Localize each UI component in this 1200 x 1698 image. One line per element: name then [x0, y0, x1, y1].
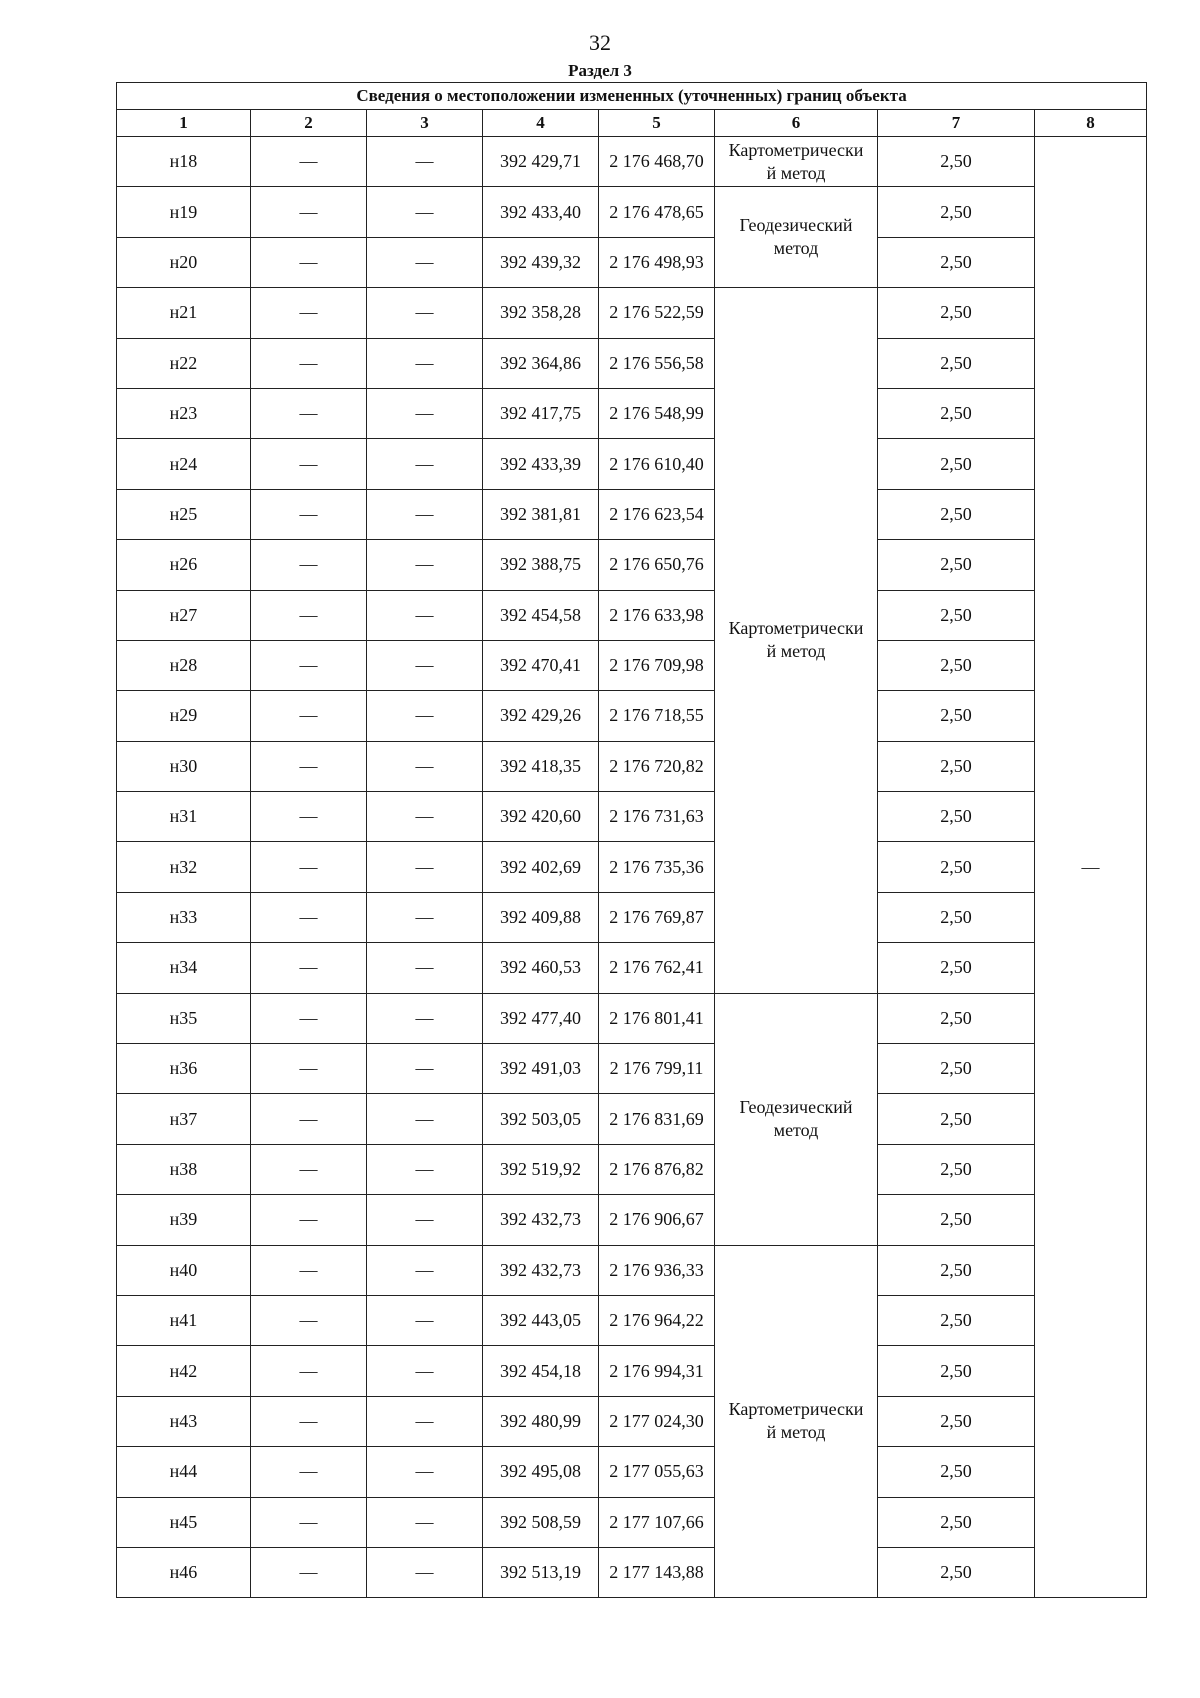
- point-name-cell: н40: [117, 1245, 251, 1295]
- column-3-cell: —: [367, 1497, 483, 1547]
- point-name-cell: н23: [117, 388, 251, 438]
- column-3-cell: —: [367, 1044, 483, 1094]
- y-coordinate-cell: 2 176 623,54: [599, 489, 715, 539]
- y-coordinate-cell: 2 176 709,98: [599, 640, 715, 690]
- point-name-cell: н28: [117, 640, 251, 690]
- point-name-cell: н35: [117, 993, 251, 1043]
- column-3-cell: —: [367, 1295, 483, 1345]
- column-2-cell: —: [251, 892, 367, 942]
- column-2-cell: —: [251, 993, 367, 1043]
- table-row: [117, 1094, 1147, 1144]
- point-name-cell: н25: [117, 489, 251, 539]
- column-2-cell: —: [251, 640, 367, 690]
- method-cell: [715, 288, 878, 993]
- y-coordinate-cell: 2 176 718,55: [599, 691, 715, 741]
- precision-cell: 2,50: [878, 439, 1035, 489]
- y-coordinate-cell: 2 176 720,82: [599, 741, 715, 791]
- column-2-cell: —: [251, 237, 367, 287]
- precision-cell: 2,50: [878, 1245, 1035, 1295]
- column-2-cell: —: [251, 1144, 367, 1194]
- column-3-cell: —: [367, 993, 483, 1043]
- column-3-cell: —: [367, 943, 483, 993]
- point-name-cell: н46: [117, 1547, 251, 1597]
- y-coordinate-cell: 2 176 936,33: [599, 1245, 715, 1295]
- column-2-cell: —: [251, 187, 367, 237]
- table-row: [117, 540, 1147, 590]
- column-number-4: 4: [483, 110, 599, 137]
- precision-cell: 2,50: [878, 640, 1035, 690]
- column-3-cell: —: [367, 288, 483, 338]
- x-coordinate-cell: 392 432,73: [483, 1245, 599, 1295]
- x-coordinate-cell: 392 433,40: [483, 187, 599, 237]
- y-coordinate-cell: 2 176 964,22: [599, 1295, 715, 1345]
- precision-cell: 2,50: [878, 1094, 1035, 1144]
- y-coordinate-cell: 2 176 468,70: [599, 137, 715, 187]
- point-name-cell: н37: [117, 1094, 251, 1144]
- precision-cell: 2,50: [878, 489, 1035, 539]
- method-label-line-1: Картометрически: [728, 618, 864, 639]
- x-coordinate-cell: 392 443,05: [483, 1295, 599, 1345]
- point-name-cell: н29: [117, 691, 251, 741]
- precision-cell: 2,50: [878, 993, 1035, 1043]
- column-2-cell: —: [251, 388, 367, 438]
- column-2-cell: —: [251, 540, 367, 590]
- column-3-cell: —: [367, 1396, 483, 1446]
- column-2-cell: —: [251, 590, 367, 640]
- y-coordinate-cell: 2 176 799,11: [599, 1044, 715, 1094]
- x-coordinate-cell: 392 460,53: [483, 943, 599, 993]
- x-coordinate-cell: 392 381,81: [483, 489, 599, 539]
- y-coordinate-cell: 2 176 478,65: [599, 187, 715, 237]
- y-coordinate-cell: 2 176 801,41: [599, 993, 715, 1043]
- precision-cell: 2,50: [878, 842, 1035, 892]
- table-caption: Сведения о местоположении измененных (уточненных) границ объекта: [117, 83, 1147, 110]
- precision-cell: 2,50: [878, 187, 1035, 237]
- method-label-line-2: й метод: [766, 1422, 826, 1443]
- precision-cell: 2,50: [878, 1044, 1035, 1094]
- table-row: [117, 792, 1147, 842]
- x-coordinate-cell: 392 402,69: [483, 842, 599, 892]
- x-coordinate-cell: 392 454,58: [483, 590, 599, 640]
- table-row: [117, 338, 1147, 388]
- point-name-cell: н26: [117, 540, 251, 590]
- y-coordinate-cell: 2 176 548,99: [599, 388, 715, 438]
- column-8-cell: —: [1035, 137, 1147, 1598]
- x-coordinate-cell: 392 429,26: [483, 691, 599, 741]
- y-coordinate-cell: 2 176 876,82: [599, 1144, 715, 1194]
- column-2-cell: —: [251, 691, 367, 741]
- column-2-cell: —: [251, 1245, 367, 1295]
- precision-cell: 2,50: [878, 590, 1035, 640]
- table-row: [117, 288, 1147, 338]
- x-coordinate-cell: 392 388,75: [483, 540, 599, 590]
- x-coordinate-cell: 392 364,86: [483, 338, 599, 388]
- column-3-cell: —: [367, 439, 483, 489]
- column-3-cell: —: [367, 1144, 483, 1194]
- column-3-cell: —: [367, 741, 483, 791]
- column-number-2: 2: [251, 110, 367, 137]
- column-2-cell: —: [251, 1044, 367, 1094]
- point-name-cell: н27: [117, 590, 251, 640]
- boundary-coordinates-table: [116, 82, 1147, 1598]
- y-coordinate-cell: 2 176 831,69: [599, 1094, 715, 1144]
- precision-cell: 2,50: [878, 741, 1035, 791]
- column-3-cell: —: [367, 1447, 483, 1497]
- x-coordinate-cell: 392 429,71: [483, 137, 599, 187]
- point-name-cell: н19: [117, 187, 251, 237]
- column-2-cell: —: [251, 792, 367, 842]
- section-title: Раздел 3: [568, 61, 632, 80]
- point-name-cell: н36: [117, 1044, 251, 1094]
- method-label-line-2: метод: [773, 1120, 819, 1141]
- precision-cell: 2,50: [878, 338, 1035, 388]
- x-coordinate-cell: 392 418,35: [483, 741, 599, 791]
- y-coordinate-cell: 2 176 650,76: [599, 540, 715, 590]
- x-coordinate-cell: 392 433,39: [483, 439, 599, 489]
- column-3-cell: —: [367, 892, 483, 942]
- column-3-cell: —: [367, 540, 483, 590]
- column-3-cell: —: [367, 338, 483, 388]
- table-row: [117, 993, 1147, 1043]
- column-2-cell: —: [251, 842, 367, 892]
- x-coordinate-cell: 392 417,75: [483, 388, 599, 438]
- column-3-cell: —: [367, 1195, 483, 1245]
- table-row: [117, 892, 1147, 942]
- method-label-line-2: й метод: [766, 162, 826, 183]
- column-2-cell: —: [251, 137, 367, 187]
- y-coordinate-cell: 2 176 906,67: [599, 1195, 715, 1245]
- column-2-cell: —: [251, 1497, 367, 1547]
- method-label-line-1: Геодезический: [739, 215, 853, 236]
- precision-cell: 2,50: [878, 137, 1035, 187]
- column-3-cell: —: [367, 842, 483, 892]
- x-coordinate-cell: 392 503,05: [483, 1094, 599, 1144]
- column-2-cell: —: [251, 1094, 367, 1144]
- precision-cell: 2,50: [878, 388, 1035, 438]
- column-2-cell: —: [251, 741, 367, 791]
- column-number-5: 5: [599, 110, 715, 137]
- column-2-cell: —: [251, 288, 367, 338]
- x-coordinate-cell: 392 432,73: [483, 1195, 599, 1245]
- y-coordinate-cell: 2 177 143,88: [599, 1547, 715, 1597]
- table-row: [117, 943, 1147, 993]
- column-2-cell: —: [251, 1447, 367, 1497]
- point-name-cell: н45: [117, 1497, 251, 1547]
- column-2-cell: —: [251, 1295, 367, 1345]
- column-3-cell: —: [367, 590, 483, 640]
- y-coordinate-cell: 2 177 024,30: [599, 1396, 715, 1446]
- page-number: 32: [589, 30, 611, 55]
- method-label-line-1: Картометрически: [728, 1399, 864, 1420]
- column-number-row: [117, 110, 1147, 137]
- table-row: [117, 1245, 1147, 1295]
- table-row: [117, 590, 1147, 640]
- point-name-cell: н21: [117, 288, 251, 338]
- x-coordinate-cell: 392 420,60: [483, 792, 599, 842]
- column-2-cell: —: [251, 1195, 367, 1245]
- point-name-cell: н42: [117, 1346, 251, 1396]
- table-row: [117, 1044, 1147, 1094]
- column-3-cell: —: [367, 1346, 483, 1396]
- x-coordinate-cell: 392 519,92: [483, 1144, 599, 1194]
- precision-cell: 2,50: [878, 1195, 1035, 1245]
- y-coordinate-cell: 2 176 633,98: [599, 590, 715, 640]
- column-2-cell: —: [251, 1547, 367, 1597]
- precision-cell: 2,50: [878, 1396, 1035, 1446]
- column-2-cell: —: [251, 943, 367, 993]
- method-label-line-2: й метод: [766, 641, 826, 662]
- point-name-cell: н39: [117, 1195, 251, 1245]
- x-coordinate-cell: 392 439,32: [483, 237, 599, 287]
- table-row: [117, 1396, 1147, 1446]
- column-2-cell: —: [251, 439, 367, 489]
- precision-cell: 2,50: [878, 1346, 1035, 1396]
- y-coordinate-cell: 2 176 735,36: [599, 842, 715, 892]
- column-number-6: 6: [715, 110, 878, 137]
- table-row: [117, 640, 1147, 690]
- table-row: [117, 1346, 1147, 1396]
- x-coordinate-cell: 392 477,40: [483, 993, 599, 1043]
- x-coordinate-cell: 392 513,19: [483, 1547, 599, 1597]
- table-row: [117, 237, 1147, 287]
- column-number-8: 8: [1035, 110, 1147, 137]
- point-name-cell: н30: [117, 741, 251, 791]
- y-coordinate-cell: 2 176 610,40: [599, 439, 715, 489]
- x-coordinate-cell: 392 508,59: [483, 1497, 599, 1547]
- precision-cell: 2,50: [878, 691, 1035, 741]
- column-2-cell: —: [251, 1346, 367, 1396]
- y-coordinate-cell: 2 177 055,63: [599, 1447, 715, 1497]
- method-cell: [715, 993, 878, 1245]
- table-row: [117, 741, 1147, 791]
- y-coordinate-cell: 2 176 522,59: [599, 288, 715, 338]
- column-2-cell: —: [251, 489, 367, 539]
- table-row: [117, 187, 1147, 237]
- column-number-7: 7: [878, 110, 1035, 137]
- table-row: [117, 388, 1147, 438]
- y-coordinate-cell: 2 177 107,66: [599, 1497, 715, 1547]
- precision-cell: 2,50: [878, 237, 1035, 287]
- point-name-cell: н22: [117, 338, 251, 388]
- point-name-cell: н44: [117, 1447, 251, 1497]
- method-cell: [715, 1245, 878, 1598]
- precision-cell: 2,50: [878, 540, 1035, 590]
- y-coordinate-cell: 2 176 769,87: [599, 892, 715, 942]
- table-row: [117, 1547, 1147, 1597]
- precision-cell: 2,50: [878, 1497, 1035, 1547]
- point-name-cell: н18: [117, 137, 251, 187]
- point-name-cell: н32: [117, 842, 251, 892]
- column-3-cell: —: [367, 237, 483, 287]
- x-coordinate-cell: 392 495,08: [483, 1447, 599, 1497]
- table-row: [117, 1144, 1147, 1194]
- column-3-cell: —: [367, 640, 483, 690]
- column-3-cell: —: [367, 691, 483, 741]
- point-name-cell: н43: [117, 1396, 251, 1446]
- table-row: [117, 842, 1147, 892]
- x-coordinate-cell: 392 358,28: [483, 288, 599, 338]
- precision-cell: 2,50: [878, 1144, 1035, 1194]
- column-3-cell: —: [367, 1245, 483, 1295]
- y-coordinate-cell: 2 176 762,41: [599, 943, 715, 993]
- precision-cell: 2,50: [878, 1547, 1035, 1597]
- column-2-cell: —: [251, 1396, 367, 1446]
- point-name-cell: н33: [117, 892, 251, 942]
- y-coordinate-cell: 2 176 498,93: [599, 237, 715, 287]
- column-3-cell: —: [367, 792, 483, 842]
- x-coordinate-cell: 392 470,41: [483, 640, 599, 690]
- x-coordinate-cell: 392 454,18: [483, 1346, 599, 1396]
- column-3-cell: —: [367, 489, 483, 539]
- precision-cell: 2,50: [878, 1295, 1035, 1345]
- method-label-line-1: Геодезический: [739, 1097, 853, 1118]
- point-name-cell: н31: [117, 792, 251, 842]
- table-row: [117, 1195, 1147, 1245]
- y-coordinate-cell: 2 176 731,63: [599, 792, 715, 842]
- table-body: [117, 137, 1147, 1598]
- table-row: [117, 489, 1147, 539]
- y-coordinate-cell: 2 176 994,31: [599, 1346, 715, 1396]
- table-row: [117, 1295, 1147, 1345]
- column-3-cell: —: [367, 1547, 483, 1597]
- table-row: [117, 1447, 1147, 1497]
- column-3-cell: —: [367, 187, 483, 237]
- point-name-cell: н34: [117, 943, 251, 993]
- y-coordinate-cell: 2 176 556,58: [599, 338, 715, 388]
- x-coordinate-cell: 392 480,99: [483, 1396, 599, 1446]
- point-name-cell: н38: [117, 1144, 251, 1194]
- column-3-cell: —: [367, 388, 483, 438]
- column-2-cell: —: [251, 338, 367, 388]
- point-name-cell: н24: [117, 439, 251, 489]
- x-coordinate-cell: 392 409,88: [483, 892, 599, 942]
- point-name-cell: н20: [117, 237, 251, 287]
- method-cell: [715, 137, 878, 187]
- precision-cell: 2,50: [878, 792, 1035, 842]
- method-label-line-2: метод: [773, 238, 819, 259]
- precision-cell: 2,50: [878, 1447, 1035, 1497]
- precision-cell: 2,50: [878, 892, 1035, 942]
- column-3-cell: —: [367, 137, 483, 187]
- x-coordinate-cell: 392 491,03: [483, 1044, 599, 1094]
- column-number-3: 3: [367, 110, 483, 137]
- table-row: [117, 1497, 1147, 1547]
- table-row: [117, 439, 1147, 489]
- point-name-cell: н41: [117, 1295, 251, 1345]
- column-number-1: 1: [117, 110, 251, 137]
- precision-cell: 2,50: [878, 943, 1035, 993]
- table-row: [117, 137, 1147, 187]
- column-3-cell: —: [367, 1094, 483, 1144]
- method-cell: [715, 187, 878, 288]
- table-row: [117, 691, 1147, 741]
- precision-cell: 2,50: [878, 288, 1035, 338]
- method-label-line-1: Картометрически: [728, 139, 864, 160]
